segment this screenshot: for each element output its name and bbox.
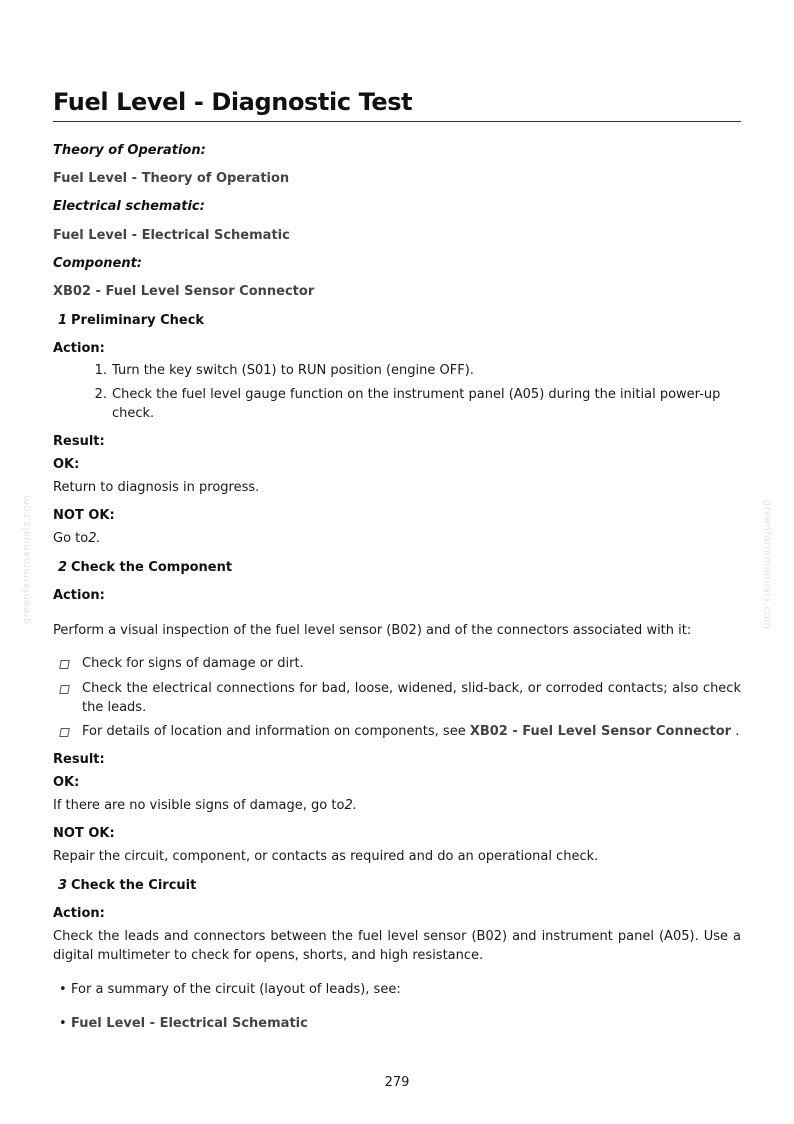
step-1-notok-ref[interactable]: 2. <box>88 531 101 546</box>
check-text: Check for signs of damage or dirt. <box>82 656 304 671</box>
step-2-number: 2 <box>57 560 67 575</box>
step-2-notok-label: NOT OK: <box>53 826 115 841</box>
page-title: Fuel Level - Diagnostic Test <box>53 86 741 122</box>
bullet-icon: • <box>59 1016 67 1031</box>
schematic-bullet-link[interactable]: Fuel Level - Electrical Schematic <box>71 1016 308 1031</box>
check-text: For details of location and information on components, see <box>82 724 470 739</box>
step-2-title: Check the Component <box>71 560 233 575</box>
step-3-text-line-1: Check the leads and connectors between the fuel level sensor (B02) and instrument panel (A05). Use a <box>53 929 741 944</box>
step-3-text-line-2: digital multimeter to check for opens, shorts, and high resistance. <box>53 948 484 963</box>
check-text-continued: the leads. <box>82 700 147 715</box>
step-2-result-label: Result: <box>53 752 105 767</box>
checkbox-icon <box>59 685 70 694</box>
step-2-ok-label: OK: <box>53 775 80 790</box>
step-1-notok-line <box>53 529 741 548</box>
action-number: 1. <box>94 363 107 378</box>
step-1-result-label: Result: <box>53 434 105 449</box>
component-label: Component: <box>53 256 142 271</box>
step-2-ok-ref[interactable]: 2. <box>344 798 357 813</box>
check-text-line <box>82 722 741 741</box>
step-2-ok-text: If there are no visible signs of damage, go to <box>53 798 345 813</box>
step-3-heading <box>53 876 741 895</box>
step-2-action-label: Action: <box>53 588 105 603</box>
action-text-continued: check. <box>112 406 155 421</box>
component-link[interactable]: XB02 - Fuel Level Sensor Connector <box>53 284 315 299</box>
theory-link[interactable]: Fuel Level - Theory of Operation <box>53 171 290 186</box>
step-2-heading <box>53 558 741 577</box>
step-1-notok-label: NOT OK: <box>53 508 115 523</box>
component-connector-link[interactable]: XB02 - Fuel Level Sensor Connector <box>469 724 732 739</box>
watermark-left: greenfarmmanuals.com <box>21 494 33 625</box>
action-text: Check the fuel level gauge function on the instrument panel (A05) during the initial power-up <box>112 387 721 402</box>
checkbox-icon <box>59 728 70 737</box>
step-1-ok-label: OK: <box>53 457 80 472</box>
step-1-ok-text: Return to diagnosis in progress. <box>53 480 260 495</box>
step-1-heading <box>53 311 741 330</box>
watermark-right: greenfarmmanuals.com <box>761 499 773 630</box>
step-1-number: 1 <box>57 313 67 328</box>
step-3-action-label: Action: <box>53 906 105 921</box>
schematic-link[interactable]: Fuel Level - Electrical Schematic <box>53 228 290 243</box>
step-2-ok-line <box>53 796 741 815</box>
action-text: Turn the key switch (S01) to RUN position (engine OFF). <box>112 363 474 378</box>
step-1-action-label: Action: <box>53 341 105 356</box>
check-text-after: . <box>731 724 740 739</box>
theory-label: Theory of Operation: <box>53 143 206 158</box>
step-2-notok-text: Repair the circuit, component, or contacts as required and do an operational check. <box>53 849 599 864</box>
step-3-title: Check the Circuit <box>71 878 197 893</box>
checkbox-icon <box>59 660 70 669</box>
page-number: 279 <box>384 1075 410 1090</box>
step-1-title: Preliminary Check <box>71 313 205 328</box>
step-3-number: 3 <box>57 878 67 893</box>
step-1-notok-text: Go to <box>53 531 89 546</box>
schematic-label: Electrical schematic: <box>53 199 205 214</box>
action-number: 2. <box>94 387 107 402</box>
bullet-icon: • <box>59 982 67 997</box>
check-text: Check the electrical connections for bad, loose, widened, slid-back, or corroded contacts; also check <box>82 681 741 696</box>
step-2-intro: Perform a visual inspection of the fuel level sensor (B02) and of the connectors associated with it: <box>53 623 692 638</box>
bullet-text: For a summary of the circuit (layout of leads), see: <box>71 982 401 997</box>
